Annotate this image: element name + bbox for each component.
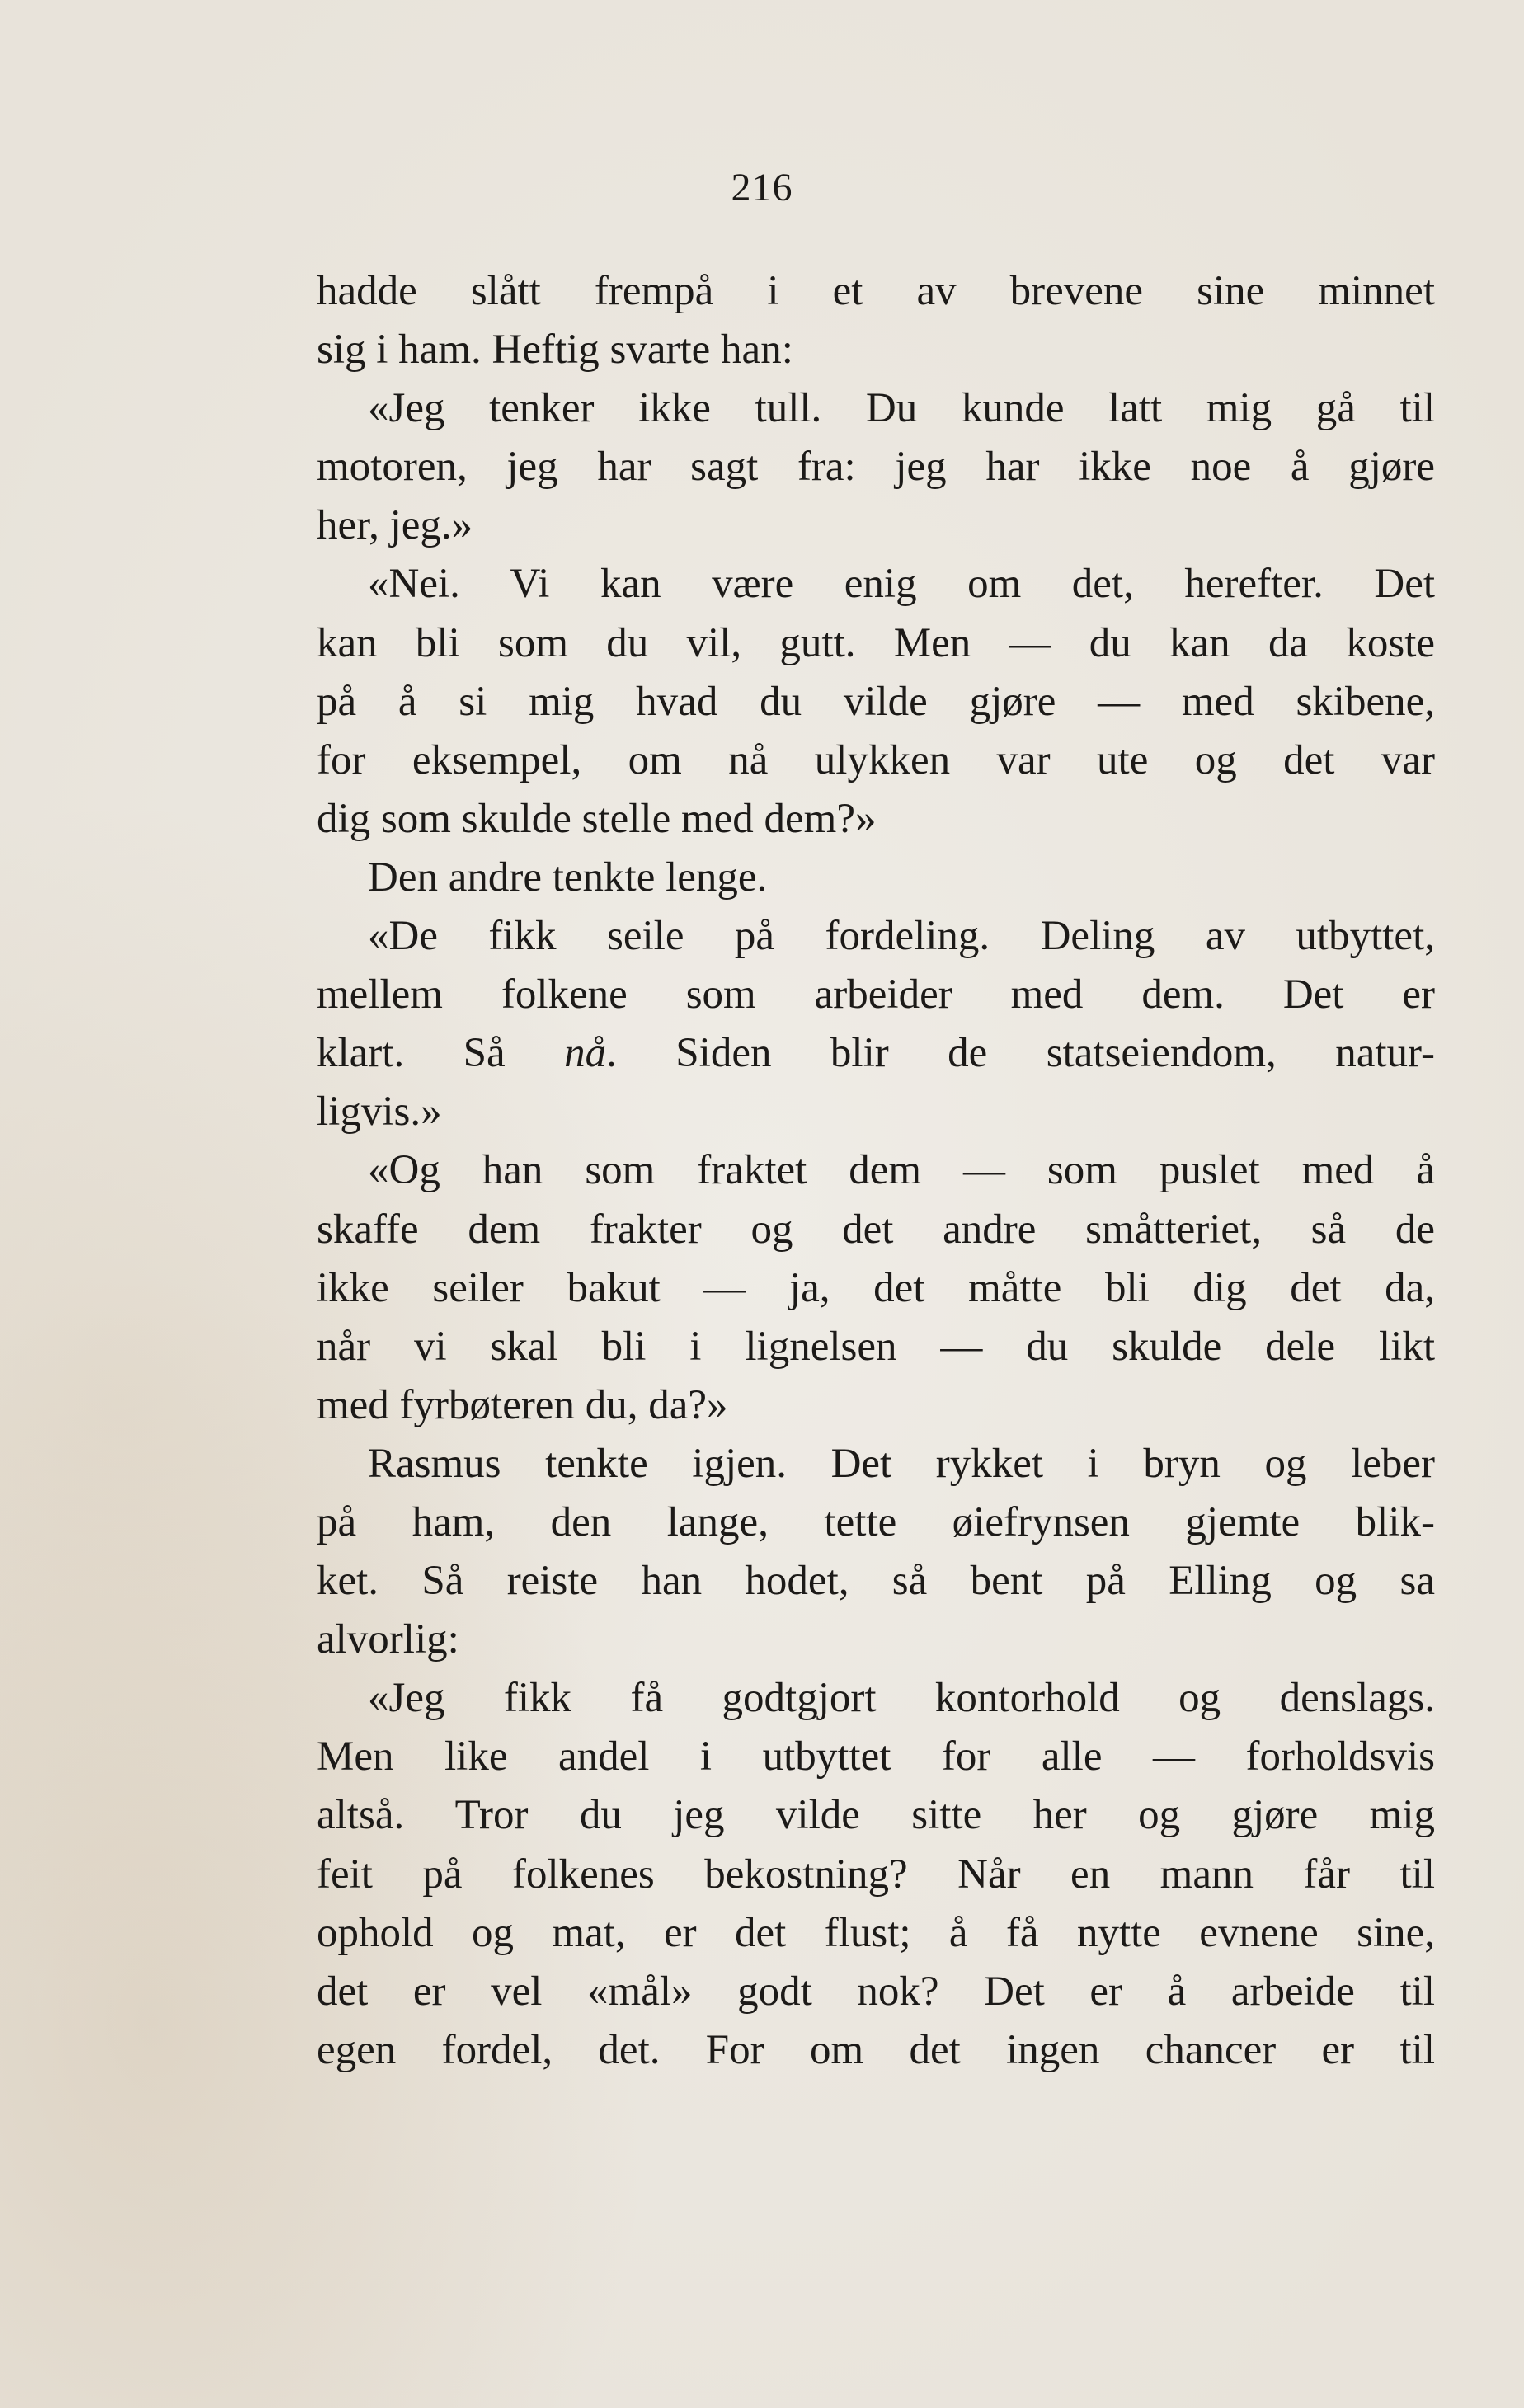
page-number: 216 bbox=[731, 166, 793, 209]
text-line: ikke seiler bakut — ja, det måtte bli dig det da, bbox=[317, 1264, 1435, 1311]
text-line: med fyrbøteren du, da?» bbox=[317, 1381, 728, 1428]
text-line: ket. Så reiste han hodet, så bent på Elling og sa bbox=[317, 1558, 1435, 1605]
text-line: alvorlig: bbox=[317, 1616, 459, 1663]
text-line: «Og han som fraktet dem — som puslet med å bbox=[368, 1147, 1435, 1194]
text-line: egen fordel, det. For om det ingen chancer er til bbox=[317, 2026, 1435, 2073]
text-line: «Jeg fikk få godtgjort kontorhold og denslags. bbox=[368, 1675, 1435, 1722]
emphasis: nå bbox=[564, 1030, 607, 1077]
text-line: feit på folkenes bekostning? Når en mann får til bbox=[317, 1851, 1435, 1898]
text-line: her, jeg.» bbox=[317, 502, 473, 549]
text-line: ophold og mat, er det flust; å få nytte evnene sine, bbox=[317, 1909, 1435, 1956]
text-line: Men like andel i utbyttet for alle — forholdsvis bbox=[317, 1733, 1435, 1780]
text-line: hadde slått frempå i et av brevene sine minnet bbox=[317, 268, 1435, 314]
text-line: dig som skulde stelle med dem?» bbox=[317, 795, 877, 842]
text-line: motoren, jeg har sagt fra: jeg har ikke noe å gjøre bbox=[317, 444, 1435, 491]
text-line: Den andre tenkte lenge. bbox=[368, 854, 768, 901]
text-line: kan bli som du vil, gutt. Men — du kan da koste bbox=[317, 619, 1435, 666]
text-line: «De fikk seile på fordeling. Deling av utbyttet, bbox=[368, 913, 1435, 960]
text-line: skaffe dem frakter og det andre småtteriet, så de bbox=[317, 1206, 1435, 1253]
text-line: «Jeg tenker ikke tull. Du kunde latt mig gå til bbox=[368, 385, 1435, 432]
text-line: på å si mig hvad du vilde gjøre — med skibene, bbox=[317, 678, 1435, 725]
text-line: på ham, den lange, tette øiefrynsen gjemte blik- bbox=[317, 1498, 1435, 1545]
text-line: «Nei. Vi kan være enig om det, herefter. Det bbox=[368, 561, 1435, 608]
text-line: sig i ham. Heftig svarte han: bbox=[317, 327, 793, 374]
text-line: for eksempel, om nå ulykken var ute og det var bbox=[317, 736, 1435, 783]
text-line: når vi skal bli i lignelsen — du skulde dele likt bbox=[317, 1323, 1435, 1370]
text-line: klart. Så nå. Siden blir de statseiendom, natur- bbox=[317, 1030, 1435, 1077]
text-line: ligvis.» bbox=[317, 1089, 442, 1136]
text-line: Rasmus tenkte igjen. Det rykket i bryn og leber bbox=[368, 1440, 1435, 1487]
text-line: altså. Tror du jeg vilde sitte her og gjøre mig bbox=[317, 1792, 1435, 1839]
text-line: det er vel «mål» godt nok? Det er å arbeide til bbox=[317, 1968, 1435, 2015]
body-text bbox=[317, 262, 1435, 2080]
text-line: mellem folkene som arbeider med dem. Det er bbox=[317, 971, 1435, 1018]
